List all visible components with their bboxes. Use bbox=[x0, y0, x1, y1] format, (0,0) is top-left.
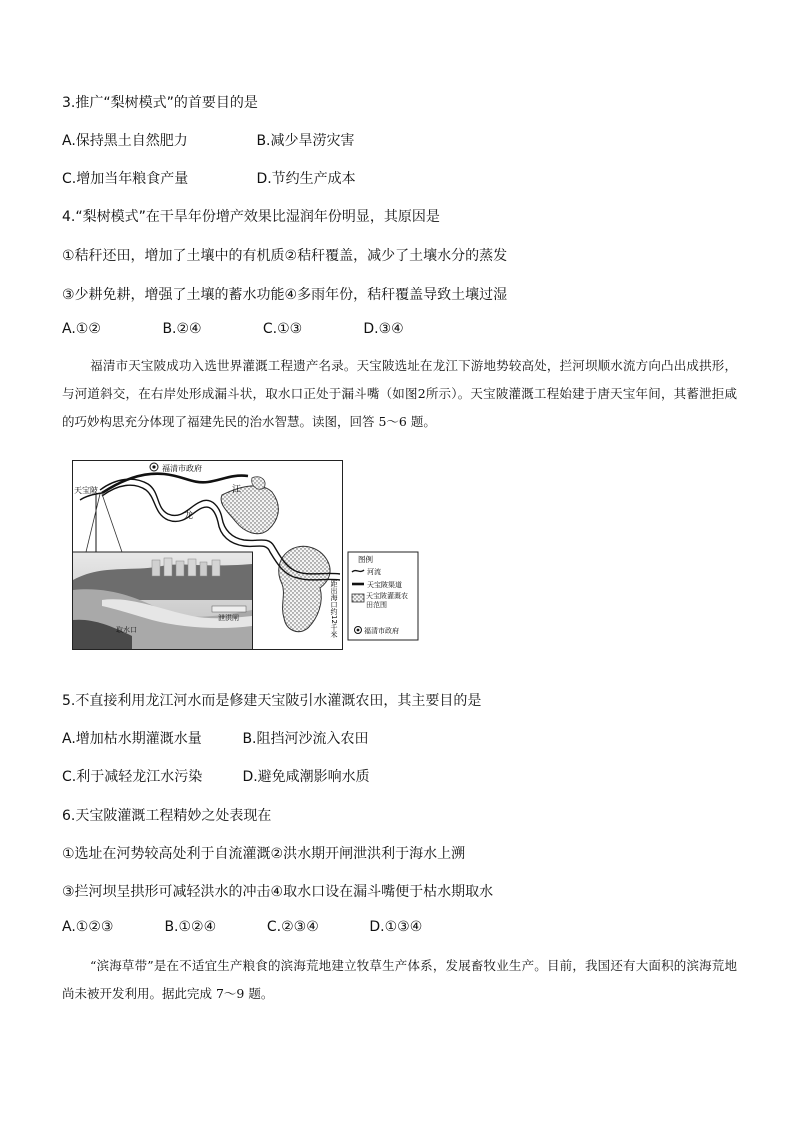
q3-option-b[interactable]: B.减少旱涝灾害 bbox=[256, 133, 355, 149]
q5-stem: 5.不直接利用龙江河水而是修建天宝陂引水灌溉农田，其主要目的是 bbox=[62, 693, 482, 709]
map-jiang-label: 江 bbox=[232, 485, 242, 495]
q6-stem: 6.天宝陂灌溉工程精妙之处表现在 bbox=[62, 808, 272, 824]
q6-option-c[interactable]: C.②③④ bbox=[266, 919, 319, 935]
passage-binhai-caodai bbox=[62, 952, 737, 1008]
q4-option-a[interactable]: A.①② bbox=[62, 321, 101, 337]
q3-option-a[interactable]: A.保持黑土自然肥力 bbox=[62, 133, 188, 149]
legend-farm-label: 天宝陂灌溉农田范围 bbox=[366, 592, 408, 609]
legend-canal-label: 天宝陂渠道 bbox=[367, 581, 402, 589]
photo-floodgate-label: 泄洪闸 bbox=[218, 614, 239, 622]
q3-option-c[interactable]: C.增加当年粮食产量 bbox=[62, 171, 189, 187]
q4-stem: 4.“梨树模式”在干旱年份增产效果比湿润年份明显，其原因是 bbox=[62, 209, 440, 225]
q5-option-c[interactable]: C.利于减轻龙江水污染 bbox=[62, 769, 203, 785]
figure-map bbox=[72, 460, 420, 650]
q3-options-row2 bbox=[62, 168, 356, 188]
legend-farm-wrap bbox=[366, 592, 418, 616]
q5-option-a[interactable]: A.增加枯水期灌溉水量 bbox=[62, 731, 202, 747]
q6-option-b[interactable]: B.①②④ bbox=[164, 919, 217, 935]
q6-option-a[interactable]: A.①②③ bbox=[62, 919, 114, 935]
q4-option-b[interactable]: B.②④ bbox=[162, 321, 202, 337]
q3-stem: 3.推广“梨树模式”的首要目的是 bbox=[62, 95, 258, 111]
map-coast-note: 距出海口约12千米 bbox=[330, 580, 338, 638]
q3-option-d[interactable]: D.节约生产成本 bbox=[256, 171, 356, 187]
inset-photo bbox=[73, 552, 253, 649]
q6-options bbox=[62, 919, 422, 935]
legend-river-label: 河流 bbox=[367, 568, 381, 576]
map-tianbaobei-label: 天宝陂 bbox=[74, 486, 98, 495]
q6-statement-1: ①选址在河势较高处利于自流灌溉②洪水期开闸泄洪利于海水上溯 bbox=[62, 846, 466, 862]
legend-title: 图例 bbox=[358, 555, 373, 564]
map-svg bbox=[72, 460, 420, 650]
q5-option-b[interactable]: B.阻挡河沙流入农田 bbox=[242, 731, 369, 747]
q4-statement-1: ①秸秆还田，增加了土壤中的有机质②秸秆覆盖，减少了土壤水分的蒸发 bbox=[62, 248, 508, 264]
q4-statement-2: ③少耕免耕，增强了土壤的蓄水功能④多雨年份，秸秆覆盖导致土壤过湿 bbox=[62, 287, 508, 303]
q5-options-row1 bbox=[62, 728, 369, 748]
q4-option-d[interactable]: D.③④ bbox=[363, 321, 404, 337]
passage-binhai-caodai-text: “滨海草带”是在不适宜生产粮食的滨海荒地建立牧草生产体系，发展畜牧业生产。目前，我国还有大面积的滨海荒地尚未被开发利用。据此完成 7～9 题。 bbox=[62, 958, 737, 1001]
q3-options-row1 bbox=[62, 130, 355, 150]
photo-intake-label: 取水口 bbox=[116, 626, 137, 634]
passage-tianbaobei bbox=[62, 352, 737, 436]
passage-tianbaobei-text: 福清市天宝陂成功入选世界灌溉工程遗产名录。天宝陂选址在龙江下游地势较高处，拦河坝顺水流方向凸出成拱形，与河道斜交，在右岸处形成漏斗状，取水口正处于漏斗嘴（如图2所示）。天宝陂灌溉工程始建于唐天宝年间，其蓄泄拒咸的巧妙构思充分体现了福建先民的治水智慧。读图，回答 5～6 题。 bbox=[62, 358, 737, 429]
map-long-label: 龙 bbox=[184, 511, 194, 521]
gov-symbol bbox=[150, 463, 158, 471]
q4-options bbox=[62, 321, 404, 337]
q6-option-d[interactable]: D.①③④ bbox=[369, 919, 423, 935]
q4-option-c[interactable]: C.①③ bbox=[262, 321, 303, 337]
q5-option-d[interactable]: D.避免咸潮影响水质 bbox=[242, 769, 370, 785]
map-gov-label: 福清市政府 bbox=[162, 464, 202, 473]
legend-farm-icon bbox=[352, 594, 364, 602]
legend-gov-label: 福清市政府 bbox=[364, 627, 399, 635]
q5-options-row2 bbox=[62, 766, 370, 786]
q6-statement-2: ③拦河坝呈拱形可减轻洪水的冲击④取水口设在漏斗嘴便于枯水期取水 bbox=[62, 884, 494, 900]
